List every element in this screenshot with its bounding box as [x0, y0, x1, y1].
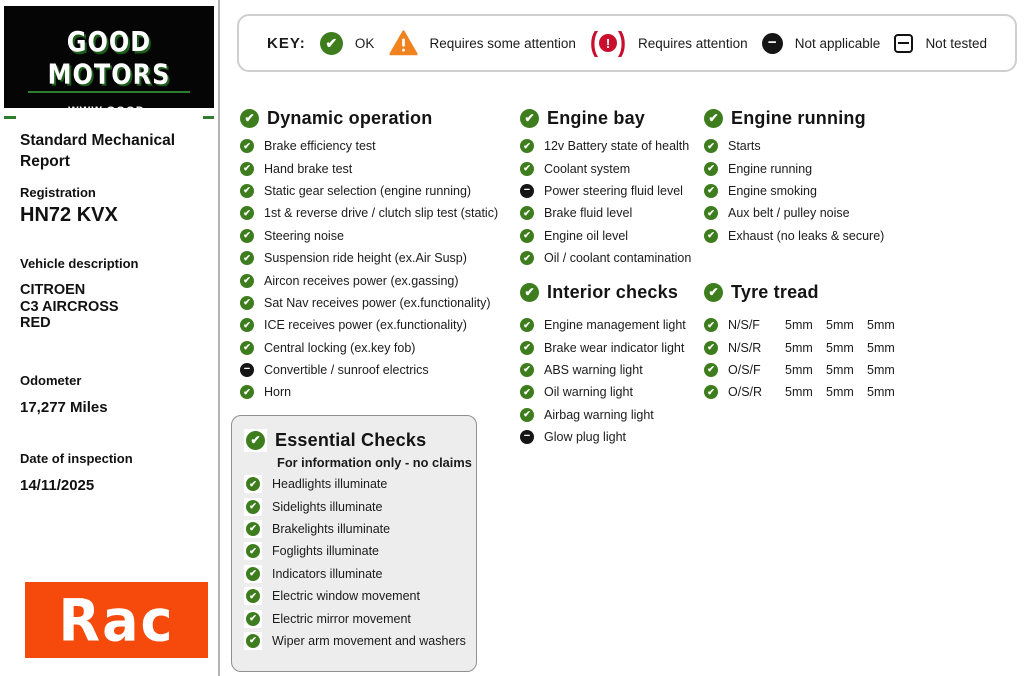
key-item-not-applicable	[762, 33, 881, 54]
check-item	[520, 157, 705, 179]
section-engine-running	[704, 106, 904, 247]
key-legend	[237, 14, 1017, 72]
status-icon-bg	[240, 184, 254, 198]
report-title: Standard Mechanical Report	[20, 132, 176, 170]
status-icon-bg	[520, 408, 534, 422]
check-item-label: Brake fluid level	[544, 206, 633, 221]
status-icon	[704, 341, 718, 355]
status-icon-bg	[244, 520, 262, 538]
check-item-label: Hand brake test	[264, 161, 353, 176]
status-icon-bg	[704, 385, 718, 399]
status-icon	[240, 318, 254, 332]
check-item-label: Airbag warning light	[544, 407, 654, 422]
vehicle-description-value	[20, 282, 119, 332]
status-icon	[240, 274, 254, 288]
check-item-label: Power steering fluid level	[544, 183, 683, 198]
check-item	[240, 381, 520, 403]
check-item-label: Oil warning light	[544, 385, 633, 400]
check-item	[240, 225, 520, 247]
status-icon	[246, 634, 260, 648]
status-icon	[520, 251, 534, 265]
section-header	[244, 428, 476, 452]
check-item-label: Exhaust (no leaks & secure)	[728, 228, 885, 243]
check-item	[520, 180, 705, 202]
check-item-label: Horn	[264, 385, 292, 400]
status-icon	[520, 184, 534, 198]
status-icon	[246, 522, 260, 536]
status-icon	[240, 184, 254, 198]
vehicle-model: C3 AIRCROSS	[20, 298, 119, 315]
tyre-position-label: N/S/F	[728, 318, 760, 333]
check-list	[240, 135, 520, 404]
section-dynamic-operation	[240, 106, 520, 404]
check-item-label: Oil / coolant contamination	[544, 251, 692, 266]
status-icon	[704, 283, 723, 302]
status-icon	[240, 139, 254, 153]
status-icon	[240, 251, 254, 265]
status-icon-bg	[240, 206, 254, 220]
check-item	[244, 630, 476, 652]
tyre-row	[704, 359, 904, 381]
section-essential-checks	[231, 415, 477, 672]
tyre-position-label: N/S/R	[728, 340, 762, 355]
check-list	[520, 135, 705, 269]
check-item	[244, 563, 476, 585]
check-item-label: Engine oil level	[544, 228, 629, 243]
check-item-label: Aircon receives power (ex.gassing)	[264, 273, 459, 288]
status-icon	[240, 206, 254, 220]
registration-label: Registration	[20, 185, 96, 200]
key-item-label: OK	[354, 35, 375, 51]
status-icon	[520, 206, 534, 220]
status-icon	[246, 431, 265, 450]
status-icon	[520, 283, 539, 302]
section-engine-bay	[520, 106, 705, 269]
status-icon	[246, 589, 260, 603]
status-icon	[240, 162, 254, 176]
warning-triangle-icon	[389, 30, 418, 56]
check-item	[520, 247, 705, 269]
status-icon	[240, 229, 254, 243]
section-title: Engine bay	[547, 107, 646, 128]
tyre-depth-value: 5mm	[826, 362, 854, 377]
status-icon-bg	[520, 229, 534, 243]
status-icon	[240, 341, 254, 355]
check-item	[240, 247, 520, 269]
check-list	[520, 314, 705, 448]
odometer-value: 17,277 Miles	[20, 399, 108, 416]
status-icon-bg	[520, 363, 534, 377]
status-icon	[704, 206, 718, 220]
check-item	[704, 157, 904, 179]
status-icon	[240, 385, 254, 399]
status-icon-bg	[240, 341, 254, 355]
status-icon	[520, 430, 534, 444]
status-icon-bg	[240, 139, 254, 153]
check-item	[240, 135, 520, 157]
logo-title: GOOD MOTORS	[47, 25, 171, 91]
status-icon-bg	[520, 318, 534, 332]
check-item-label: Central locking (ex.key fob)	[264, 340, 416, 355]
check-item	[704, 135, 904, 157]
key-item-not-tested	[894, 34, 987, 53]
tyre-depth-value: 5mm	[785, 340, 813, 355]
section-header	[240, 106, 520, 130]
key-label: KEY:	[267, 34, 306, 52]
tyre-depth-value: 5mm	[867, 385, 895, 400]
section-header	[704, 280, 904, 304]
status-icon	[520, 385, 534, 399]
status-icon-bg	[520, 430, 534, 444]
check-item	[240, 337, 520, 359]
status-icon	[246, 567, 260, 581]
status-icon-bg	[704, 283, 723, 302]
status-icon	[520, 341, 534, 355]
check-item	[240, 180, 520, 202]
check-item-label: ABS warning light	[544, 362, 643, 377]
status-icon	[246, 500, 260, 514]
status-icon	[240, 363, 254, 377]
status-icon-bg	[244, 475, 262, 493]
section-interior-checks	[520, 280, 705, 448]
check-item-label: Sat Nav receives power (ex.functionality)	[264, 295, 491, 310]
tyre-position-label: O/S/F	[728, 362, 761, 377]
check-item	[244, 518, 476, 540]
section-title: Essential Checks	[275, 429, 427, 450]
status-icon-bg	[244, 587, 262, 605]
status-icon-bg	[704, 184, 718, 198]
odometer-label: Odometer	[20, 373, 82, 388]
status-icon	[520, 363, 534, 377]
status-icon	[704, 385, 718, 399]
tyre-depth-value: 5mm	[785, 385, 813, 400]
status-icon-bg	[240, 318, 254, 332]
status-icon	[704, 109, 723, 128]
status-icon-bg	[704, 109, 723, 128]
tyre-row	[704, 314, 904, 336]
rac-logo	[25, 582, 208, 658]
tyre-depth-value: 5mm	[785, 362, 813, 377]
check-item	[240, 157, 520, 179]
check-item	[520, 202, 705, 224]
rac-logo-text: Rac	[58, 585, 175, 655]
check-item-label: Starts	[728, 139, 761, 154]
section-title: Dynamic operation	[267, 107, 433, 128]
check-item-label: Foglights illuminate	[272, 544, 379, 559]
tyre-row	[704, 336, 904, 358]
check-item	[244, 495, 476, 517]
logo-bar-right	[203, 116, 215, 119]
check-item-label: 1st & reverse drive / clutch slip test (static)	[264, 206, 499, 221]
paren-right: )	[618, 26, 627, 58]
section-title: Interior checks	[547, 281, 679, 302]
check-item-label: Engine running	[728, 161, 813, 176]
section-title: Engine running	[731, 107, 866, 128]
tyre-position-label: O/S/R	[728, 385, 763, 400]
status-icon-bg	[240, 251, 254, 265]
status-icon	[520, 139, 534, 153]
status-icon	[704, 162, 718, 176]
section-header	[520, 280, 705, 304]
check-item	[240, 292, 520, 314]
logo-website	[4, 105, 214, 129]
check-item	[244, 607, 476, 629]
check-item-label: Aux belt / pulley noise	[728, 206, 850, 221]
key-item-label: Requires attention	[638, 35, 748, 51]
check-item	[704, 202, 904, 224]
check-item	[244, 540, 476, 562]
key-item-label: Requires some attention	[429, 35, 576, 51]
status-icon-bg	[240, 109, 259, 128]
exclamation-circle-icon	[599, 34, 617, 52]
check-item	[520, 404, 705, 426]
status-icon	[520, 229, 534, 243]
check-item	[520, 336, 705, 358]
check-item	[704, 225, 904, 247]
check-list	[244, 473, 476, 652]
inspection-date-value: 14/11/2025	[20, 477, 95, 494]
status-icon-bg	[520, 385, 534, 399]
status-icon-bg	[244, 632, 262, 650]
status-icon-bg	[244, 565, 262, 583]
section-header	[704, 106, 904, 130]
vehicle-make: CITROEN	[20, 282, 86, 298]
tyre-depth-value: 5mm	[826, 385, 854, 400]
check-item	[244, 473, 476, 495]
status-icon-bg	[704, 341, 718, 355]
check-item-label: Brakelights illuminate	[272, 521, 391, 536]
tyre-row	[704, 381, 904, 403]
section-header	[520, 106, 705, 130]
status-icon-bg	[240, 274, 254, 288]
requires-attention-icon	[590, 26, 627, 58]
good-motors-logo	[4, 6, 214, 129]
check-item-label: Indicators illuminate	[272, 566, 383, 581]
key-item-ok	[320, 32, 375, 55]
check-item-label: Suspension ride height (ex.Air Susp)	[264, 251, 467, 266]
section-tyre-tread	[704, 280, 904, 404]
check-item-label: Steering noise	[264, 228, 344, 243]
status-icon	[704, 139, 718, 153]
check-item-label: Engine management light	[544, 318, 686, 333]
vehicle-colour: RED	[20, 315, 51, 331]
status-icon-bg	[240, 385, 254, 399]
check-item	[704, 180, 904, 202]
tyre-depth-value: 5mm	[785, 318, 813, 333]
status-icon	[704, 363, 718, 377]
status-icon-bg	[520, 341, 534, 355]
status-icon	[704, 229, 718, 243]
tyre-depth-value: 5mm	[867, 318, 895, 333]
inspection-date-label: Date of inspection	[20, 451, 133, 466]
status-icon-bg	[520, 184, 534, 198]
check-item-label: Brake wear indicator light	[544, 340, 685, 355]
status-icon-bg	[520, 251, 534, 265]
check-item	[520, 426, 705, 448]
status-icon-bg	[704, 229, 718, 243]
status-icon	[246, 544, 260, 558]
status-icon-bg	[520, 139, 534, 153]
status-icon	[520, 109, 539, 128]
check-item-label: Coolant system	[544, 161, 631, 176]
check-item-label: 12v Battery state of health	[544, 139, 690, 154]
status-icon	[246, 477, 260, 491]
check-item	[240, 359, 520, 381]
logo-bar-left	[4, 116, 16, 119]
section-subtitle: For information only - no claims	[277, 455, 472, 470]
status-icon-bg	[244, 429, 267, 452]
check-item-label: Glow plug light	[544, 430, 626, 445]
status-icon-bg	[704, 162, 718, 176]
logo-underline	[28, 91, 190, 93]
status-icon-bg	[520, 162, 534, 176]
tyre-depth-value: 5mm	[826, 318, 854, 333]
section-title: Tyre tread	[731, 281, 819, 302]
status-icon-bg	[240, 162, 254, 176]
key-item-label: Not tested	[925, 35, 987, 51]
status-icon-bg	[520, 109, 539, 128]
check-item-label: Electric window movement	[272, 589, 420, 604]
status-icon	[246, 612, 260, 626]
status-icon-bg	[704, 206, 718, 220]
status-icon-bg	[704, 363, 718, 377]
status-icon-bg	[704, 139, 718, 153]
not-tested-icon	[894, 34, 913, 53]
status-icon-bg	[244, 610, 262, 628]
ok-icon	[320, 32, 343, 55]
status-icon-bg	[240, 229, 254, 243]
check-item-label: Sidelights illuminate	[272, 499, 383, 514]
status-icon	[520, 162, 534, 176]
status-icon-bg	[244, 498, 262, 516]
check-item	[520, 359, 705, 381]
status-icon-bg	[520, 283, 539, 302]
key-item-some-attention	[389, 30, 576, 56]
status-icon-bg	[244, 542, 262, 560]
registration-value: HN72 KVX	[20, 204, 118, 226]
check-item-label: Wiper arm movement and washers	[272, 633, 466, 648]
key-item-requires-attention	[590, 26, 748, 58]
status-icon	[520, 408, 534, 422]
check-item	[240, 314, 520, 336]
status-icon-bg	[520, 206, 534, 220]
status-icon	[240, 296, 254, 310]
status-icon	[520, 318, 534, 332]
status-icon-bg	[704, 318, 718, 332]
status-icon-bg	[240, 363, 254, 377]
status-icon	[704, 318, 718, 332]
sidebar	[0, 0, 220, 676]
tyre-depth-value: 5mm	[867, 340, 895, 355]
check-item	[240, 269, 520, 291]
status-icon	[240, 109, 259, 128]
check-item-label: Headlights illuminate	[272, 477, 388, 492]
check-item-label: Engine smoking	[728, 183, 817, 198]
vehicle-description-label: Vehicle description	[20, 256, 139, 271]
check-item-label: Electric mirror movement	[272, 611, 411, 626]
status-icon-bg	[240, 296, 254, 310]
check-item-label: ICE receives power (ex.functionality)	[264, 318, 467, 333]
not-applicable-icon	[762, 33, 783, 54]
check-item	[240, 202, 520, 224]
check-list	[704, 135, 904, 247]
tyre-depth-value: 5mm	[867, 362, 895, 377]
check-item-label: Brake efficiency test	[264, 139, 376, 154]
status-icon	[704, 184, 718, 198]
key-item-label: Not applicable	[794, 35, 881, 51]
check-item	[520, 135, 705, 157]
tyre-depth-value: 5mm	[826, 340, 854, 355]
check-item	[244, 585, 476, 607]
tyre-list	[704, 314, 904, 404]
check-item-label: Static gear selection (engine running)	[264, 183, 472, 198]
check-item	[520, 314, 705, 336]
paren-left: (	[590, 26, 599, 58]
check-item-label: Convertible / sunroof electrics	[264, 363, 429, 378]
check-item	[520, 381, 705, 403]
logo-website-text: WWW.GOOD-MOTORS.CO.UK	[58, 105, 160, 129]
check-item	[520, 225, 705, 247]
